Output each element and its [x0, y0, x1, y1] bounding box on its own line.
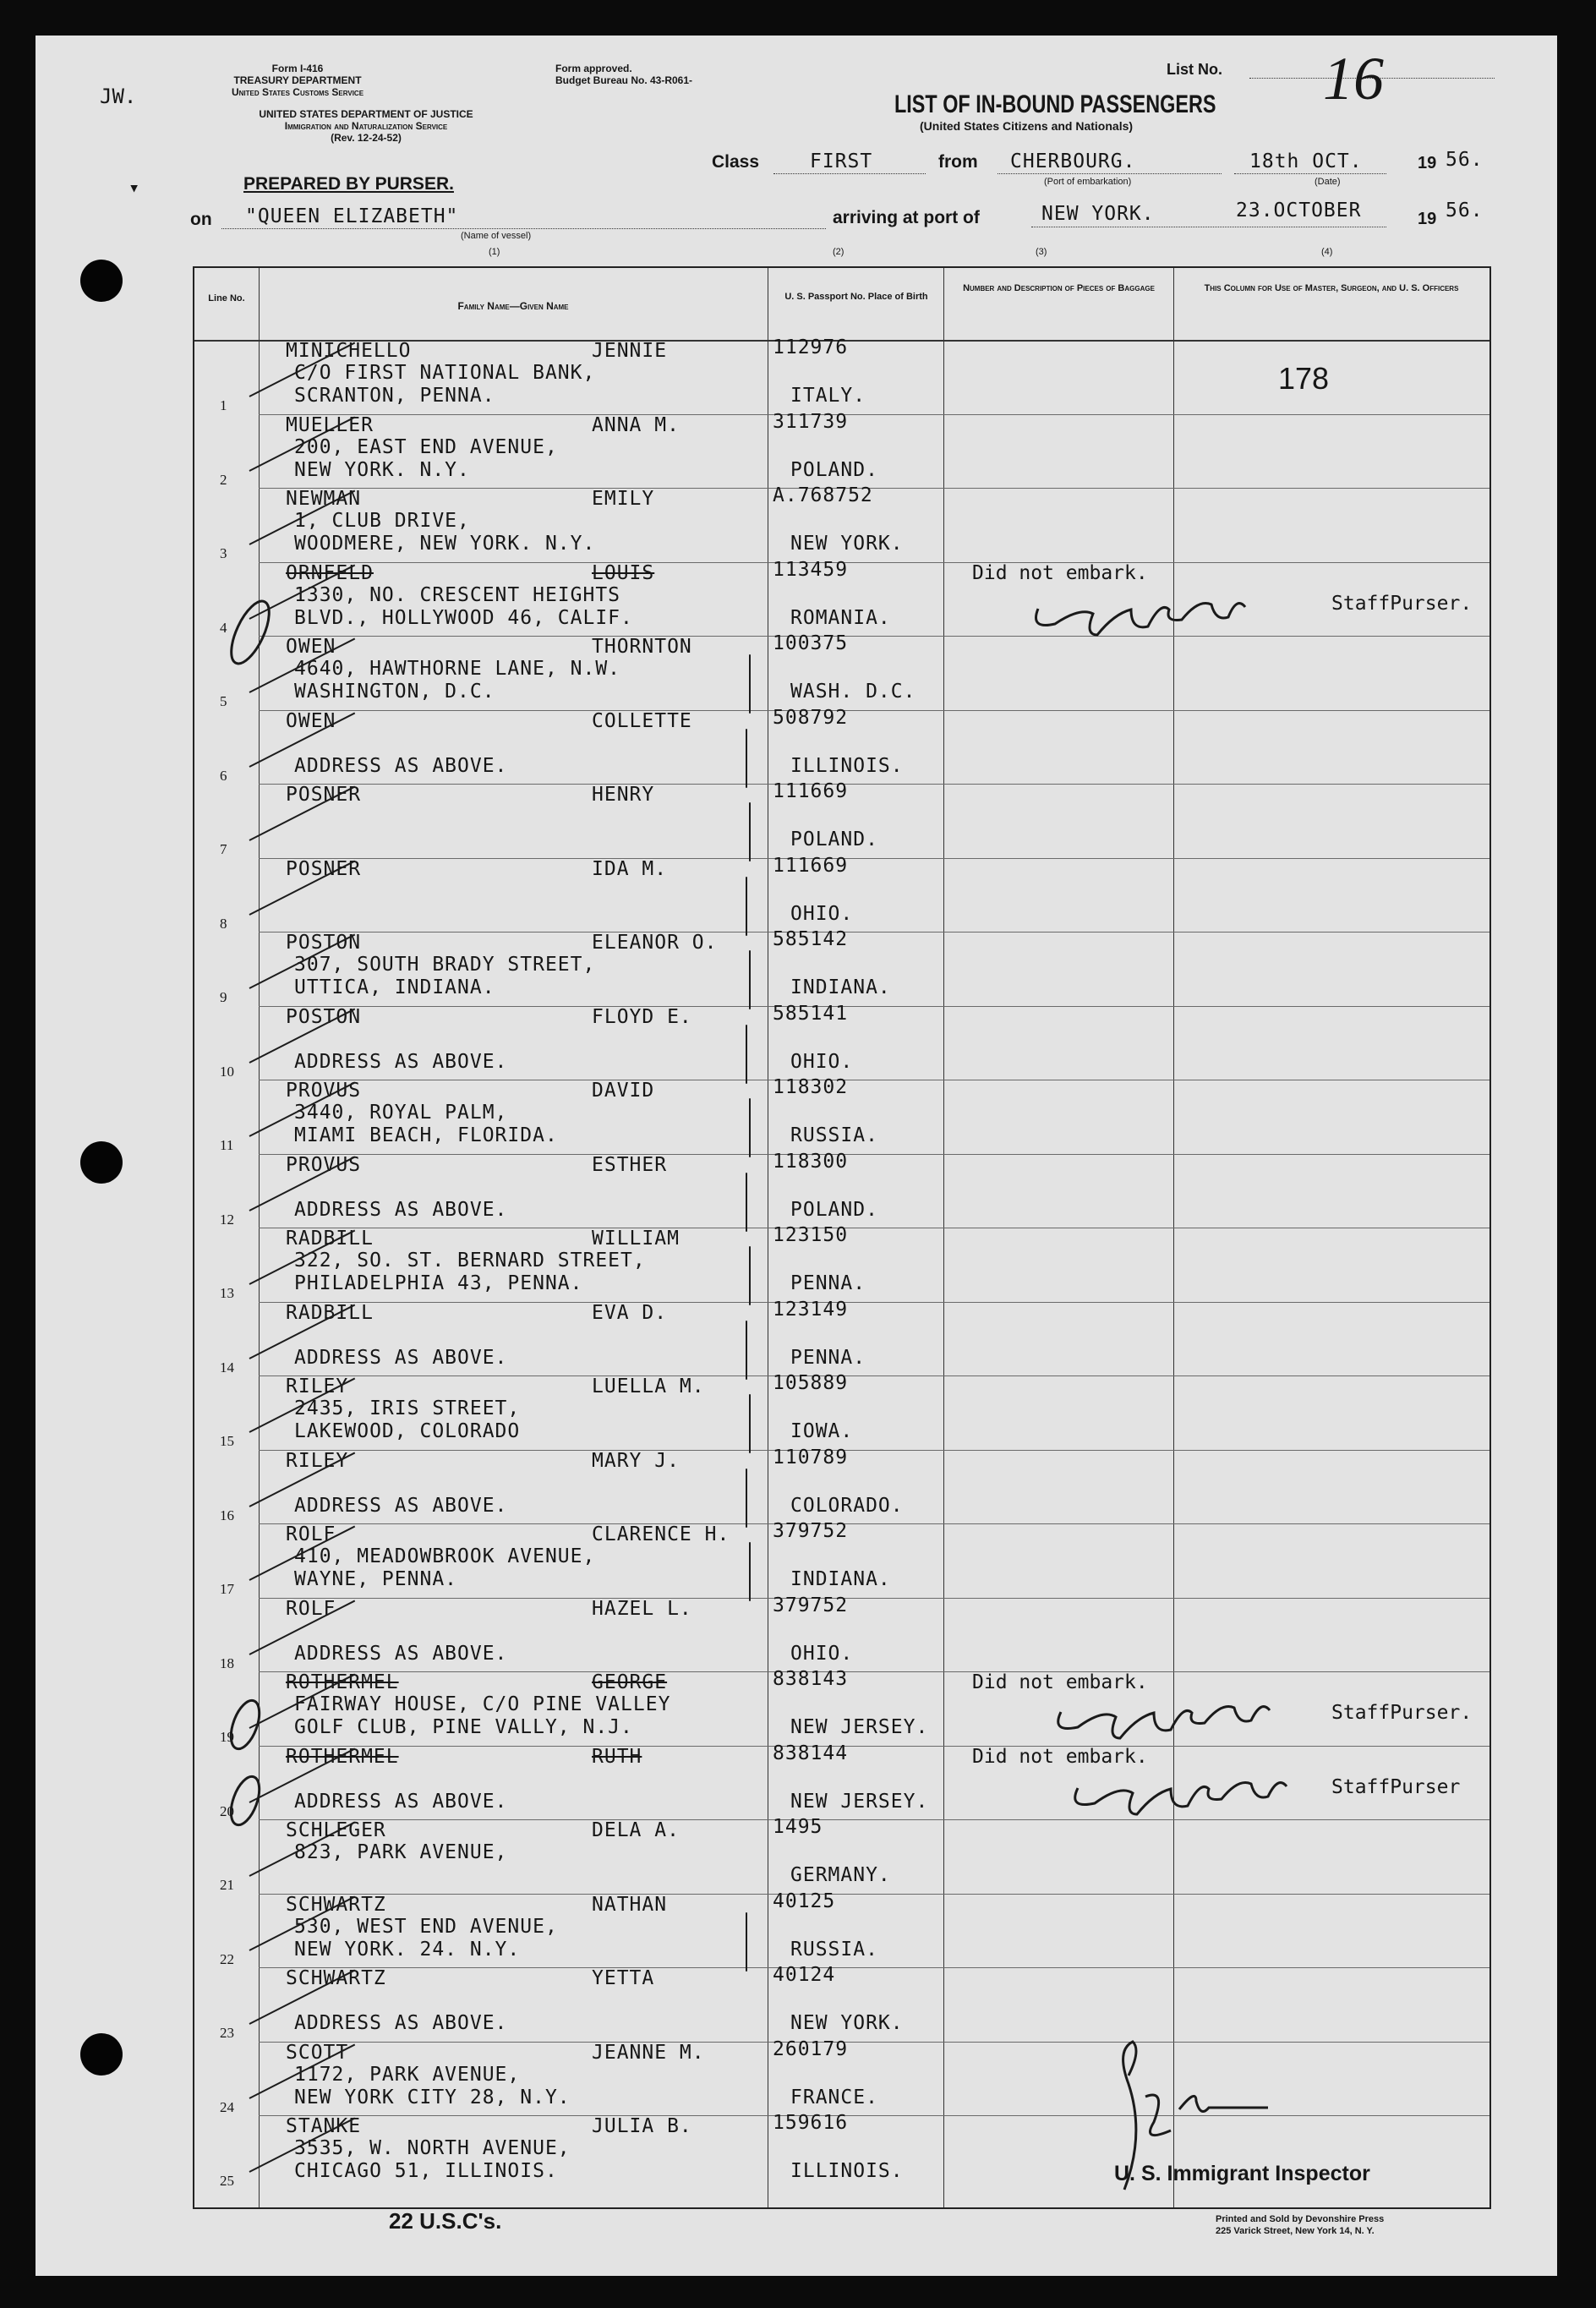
passport-number: 159616: [773, 2112, 849, 2134]
family-name: POSNER: [286, 784, 362, 806]
place-of-birth: FRANCE.: [790, 2086, 878, 2108]
family-name: RILEY: [286, 1449, 349, 1472]
address-line-1: 3440, ROYAL PALM,: [294, 1102, 508, 1124]
family-name: MINICHELLO: [286, 340, 412, 362]
address-line-2: NEW YORK. 24. N.Y.: [294, 1938, 521, 1961]
address-line-2: ADDRESS AS ABOVE.: [294, 1642, 508, 1665]
family-name: ORNFELD: [286, 561, 374, 584]
address-line-1: 200, EAST END AVENUE,: [294, 435, 558, 458]
given-name: YETTA: [592, 1967, 655, 1989]
place-of-birth: OHIO.: [790, 902, 854, 925]
customs-label: United States Customs Service: [231, 86, 364, 98]
address-line-1: FAIRWAY HOUSE, C/O PINE VALLEY: [294, 1693, 671, 1715]
inspector-label: U. S. Immigrant Inspector: [1114, 2162, 1370, 2185]
check-mark: ▾: [128, 178, 140, 199]
passport-number: 1495: [773, 1816, 823, 1838]
address-line-2: UTTICA, INDIANA.: [294, 976, 495, 998]
given-name: LUELLA M.: [592, 1376, 705, 1397]
place-of-birth: OHIO.: [790, 1050, 854, 1073]
family-name: RADBILL: [286, 1301, 374, 1324]
family-name: SCHWARTZ: [286, 1893, 386, 1916]
passport-number: 112976: [773, 336, 849, 358]
given-name: HENRY: [592, 784, 655, 806]
form-approved: Form approved.: [555, 63, 632, 74]
family-name: POSNER: [286, 857, 362, 880]
passport-number: 40125: [773, 1890, 836, 1912]
line-number: 24: [220, 2098, 234, 2115]
passport-number: 123149: [773, 1298, 849, 1321]
column-number-4: (4): [1321, 247, 1333, 257]
col-header-name: Family Name—Given Name: [457, 300, 569, 312]
passport-number: 40124: [773, 1964, 836, 1986]
address-line-1: 2435, IRIS STREET,: [294, 1397, 521, 1419]
family-name: POSTON: [286, 932, 362, 954]
class-value: FIRST: [810, 150, 873, 172]
family-name: NEWMAN: [286, 488, 362, 510]
passport-number: 111669: [773, 854, 849, 877]
ins-label: Immigration and Naturalization Service: [284, 120, 448, 132]
place-of-birth: POLAND.: [790, 1198, 878, 1221]
place-of-birth: GERMANY.: [790, 1864, 891, 1886]
prepared-by: PREPARED BY PURSER.: [243, 174, 454, 194]
given-name: IDA M.: [592, 857, 668, 880]
address-line-1: 3535, W. NORTH AVENUE,: [294, 2137, 571, 2159]
family-name: STANKE: [286, 2115, 362, 2137]
given-name: ANNA M.: [592, 413, 680, 436]
departure-year: 56.: [1446, 149, 1484, 171]
family-name: MUELLER: [286, 413, 374, 436]
arrival-date: 23.OCTOBER: [1236, 200, 1362, 222]
list-no-label: List No.: [1167, 61, 1222, 78]
passport-number: 118300: [773, 1150, 849, 1173]
address-line-1: 530, WEST END AVENUE,: [294, 1915, 558, 1938]
line-number: 11: [220, 1137, 234, 1153]
revision-label: (Rev. 12-24-52): [331, 132, 402, 144]
margin-mark: JW.: [100, 85, 137, 108]
line-number: 25: [220, 2173, 234, 2189]
line-number: 17: [220, 1581, 234, 1597]
col-header-officers: This Column for Use of Master, Surgeon, and U. S. Officers: [1204, 283, 1459, 293]
address-line-2: LAKEWOOD, COLORADO: [294, 1420, 521, 1442]
address-line-2: GOLF CLUB, PINE VALLY, N.J.: [294, 1716, 633, 1738]
document-title: LIST OF IN-BOUND PASSENGERS: [894, 90, 1216, 118]
passport-number: 508792: [773, 706, 849, 729]
family-name: RADBILL: [286, 1228, 374, 1250]
passport-number: 838144: [773, 1742, 849, 1764]
line-number: 9: [220, 989, 227, 1005]
list-number: 16: [1323, 45, 1384, 112]
address-line-1: C/O FIRST NATIONAL BANK,: [294, 362, 596, 384]
inspector-signature: [1123, 2042, 1268, 2190]
purser-signature: [1075, 1782, 1287, 1814]
place-of-birth: NEW JERSEY.: [790, 1716, 929, 1738]
line-number: 14: [220, 1359, 234, 1376]
arrival-year: 56.: [1446, 200, 1484, 222]
passport-number: 110789: [773, 1446, 849, 1468]
justice-label: UNITED STATES DEPARTMENT OF JUSTICE: [259, 108, 473, 120]
place-of-birth: WASH. D.C.: [790, 681, 916, 703]
line-number: 20: [220, 1802, 234, 1819]
place-of-birth: INDIANA.: [790, 1568, 891, 1590]
vessel-caption: (Name of vessel): [461, 231, 532, 241]
treasury-label: TREASURY DEPARTMENT: [233, 74, 362, 86]
given-name: FLOYD E.: [592, 1005, 692, 1028]
class-label: Class: [712, 152, 760, 172]
family-name: OWEN: [286, 636, 336, 658]
circle-mark: [226, 1773, 265, 1829]
given-name: LOUIS: [592, 561, 655, 584]
arrival-year-prefix: 19: [1418, 210, 1437, 228]
family-name: ROTHERMEL: [286, 1671, 399, 1693]
address-line-2: MIAMI BEACH, FLORIDA.: [294, 1124, 558, 1146]
address-line-2: WOODMERE, NEW YORK. N.Y.: [294, 533, 596, 555]
purser-signature: [1058, 1706, 1270, 1738]
line-number: 22: [220, 1950, 234, 1967]
baggage-note: Did not embark.: [972, 1745, 1148, 1768]
family-name: OWEN: [286, 709, 336, 732]
on-label: on: [190, 210, 212, 229]
circle-mark: [224, 596, 277, 669]
arriving-label: arriving at port of: [833, 208, 980, 227]
given-name: WILLIAM: [592, 1228, 680, 1250]
form-number: Form I-416: [271, 63, 324, 74]
place-of-birth: ILLINOIS.: [790, 754, 904, 777]
us-citizens-count: 22 U.S.C's.: [389, 2208, 502, 2234]
address-line-2: ADDRESS AS ABOVE.: [294, 1050, 508, 1073]
passport-number: 838143: [773, 1668, 849, 1690]
family-name: PROVUS: [286, 1080, 362, 1102]
place-of-birth: PENNA.: [790, 1346, 866, 1369]
column-number-3: (3): [1036, 247, 1047, 257]
line-number: 19: [220, 1729, 234, 1745]
staff-purser-note: StaffPurser.: [1331, 1702, 1473, 1724]
line-number: 18: [220, 1654, 234, 1671]
line-number: 1: [220, 397, 227, 413]
printer-imprint: [1216, 2213, 1384, 2237]
year-prefix: 19: [1418, 154, 1437, 172]
passport-number: A.768752: [773, 484, 873, 506]
given-name: EMILY: [592, 488, 655, 510]
given-name: COLLETTE: [592, 709, 692, 732]
address-line-1: 823, PARK AVENUE,: [294, 1841, 508, 1863]
given-name: ESTHER: [592, 1153, 668, 1176]
passport-number: 379752: [773, 1520, 849, 1542]
given-name: MARY J.: [592, 1449, 680, 1472]
date-caption: (Date): [1315, 177, 1341, 187]
given-name: NATHAN: [592, 1893, 668, 1916]
line-number: 6: [220, 767, 227, 784]
col-header-line-no: Line No.: [208, 293, 245, 304]
given-name: RUTH: [592, 1745, 642, 1768]
place-of-birth: IOWA.: [790, 1420, 854, 1442]
family-name: PROVUS: [286, 1153, 362, 1176]
address-line-1: 1330, NO. CRESCENT HEIGHTS: [294, 583, 621, 606]
passport-number: 311739: [773, 410, 849, 433]
place-of-birth: NEW YORK.: [790, 533, 904, 555]
family-name: ROLF: [286, 1597, 336, 1620]
line-number: 5: [220, 693, 227, 709]
given-name: HAZEL L.: [592, 1597, 692, 1620]
line-number: 7: [220, 841, 227, 857]
passport-number: 260179: [773, 2037, 849, 2060]
address-line-2: ADDRESS AS ABOVE.: [294, 1198, 508, 1221]
budget-bureau: Budget Bureau No. 43-R061-: [555, 74, 693, 86]
place-of-birth: PENNA.: [790, 1272, 866, 1294]
address-line-2: NEW YORK. N.Y.: [294, 458, 470, 481]
address-line-2: SCRANTON, PENNA.: [294, 385, 495, 407]
passport-number: 118302: [773, 1076, 849, 1098]
family-name: SCHLEGER: [286, 1819, 386, 1841]
given-name: JEANNE M.: [592, 2041, 705, 2064]
family-name: POSTON: [286, 1005, 362, 1028]
embarkation-port: CHERBOURG.: [1010, 150, 1136, 172]
place-of-birth: ILLINOIS.: [790, 2160, 904, 2182]
address-line-1: 307, SOUTH BRADY STREET,: [294, 954, 596, 976]
family-name: ROLF: [286, 1523, 336, 1545]
given-name: THORNTON: [592, 636, 692, 658]
passport-number: 585142: [773, 928, 849, 950]
embarkation-caption: (Port of embarkation): [1044, 177, 1132, 187]
address-line-2: WASHINGTON, D.C.: [294, 681, 495, 703]
staff-purser-note: StaffPurser: [1331, 1775, 1461, 1798]
address-line-2: PHILADELPHIA 43, PENNA.: [294, 1272, 583, 1294]
address-line-2: NEW YORK CITY 28, N.Y.: [294, 2086, 571, 2108]
place-of-birth: POLAND.: [790, 458, 878, 481]
family-name: SCHWARTZ: [286, 1967, 386, 1989]
line-number: 15: [220, 1433, 234, 1449]
staff-purser-note: StaffPurser.: [1331, 592, 1473, 615]
circle-mark: [226, 1697, 265, 1753]
vessel-name: "QUEEN ELIZABETH": [245, 205, 459, 227]
address-line-1: 410, MEADOWBROOK AVENUE,: [294, 1545, 596, 1567]
place-of-birth: COLORADO.: [790, 1494, 904, 1517]
line-number: 16: [220, 1507, 234, 1523]
place-of-birth: ITALY.: [790, 385, 866, 407]
passport-number: 111669: [773, 780, 849, 802]
line-number: 12: [220, 1211, 234, 1228]
address-line-2: BLVD., HOLLYWOOD 46, CALIF.: [294, 606, 633, 629]
place-of-birth: ROMANIA.: [790, 606, 891, 629]
family-name: ROTHERMEL: [286, 1745, 399, 1768]
address-line-1: 322, SO. ST. BERNARD STREET,: [294, 1250, 646, 1272]
place-of-birth: RUSSIA.: [790, 1124, 878, 1146]
baggage-note: Did not embark.: [972, 1671, 1148, 1693]
place-of-birth: NEW JERSEY.: [790, 1790, 929, 1813]
place-of-birth: POLAND.: [790, 829, 878, 850]
given-name: DELA A.: [592, 1819, 680, 1841]
line-number: 3: [220, 545, 227, 561]
passport-number: 379752: [773, 1594, 849, 1616]
given-name: GEORGE: [592, 1671, 668, 1693]
line-number: 2: [220, 471, 227, 488]
passport-number: 123150: [773, 1224, 849, 1246]
line-number: 10: [220, 1063, 234, 1080]
departure-date: 18th OCT.: [1249, 150, 1363, 172]
printer-line-1: Printed and Sold by Devonshire Press: [1216, 2214, 1385, 2224]
address-line-2: ADDRESS AS ABOVE.: [294, 1346, 508, 1369]
purser-signature: [1036, 603, 1246, 635]
passport-number: 113459: [773, 558, 849, 581]
family-name: RILEY: [286, 1376, 349, 1397]
address-line-2: ADDRESS AS ABOVE.: [294, 2012, 508, 2034]
from-label: from: [938, 152, 978, 172]
printer-line-2: 225 Varick Street, New York 14, N. Y.: [1216, 2226, 1375, 2236]
address-line-1: 1172, PARK AVENUE,: [294, 2063, 521, 2086]
col-header-baggage: Number and Description of Pieces of Baggage: [963, 283, 1155, 293]
line-number: 4: [220, 619, 227, 636]
column-number-1: (1): [489, 247, 500, 257]
line-number: 8: [220, 915, 227, 932]
place-of-birth: INDIANA.: [790, 976, 891, 998]
given-name: EVA D.: [592, 1301, 668, 1324]
col-header-passport: U. S. Passport No. Place of Birth: [784, 292, 928, 302]
place-of-birth: OHIO.: [790, 1642, 854, 1665]
given-name: DAVID: [592, 1080, 655, 1102]
address-line-2: CHICAGO 51, ILLINOIS.: [294, 2160, 558, 2182]
given-name: CLARENCE H.: [592, 1523, 730, 1545]
arrival-port: NEW YORK.: [1041, 203, 1155, 225]
officer-note: 178: [1278, 361, 1330, 396]
address-line-2: ADDRESS AS ABOVE.: [294, 1790, 508, 1813]
line-number: 13: [220, 1285, 234, 1301]
address-line-1: 4640, HAWTHORNE LANE, N.W.: [294, 658, 621, 680]
place-of-birth: RUSSIA.: [790, 1938, 878, 1961]
line-number: 21: [220, 1877, 234, 1893]
line-number: 23: [220, 2025, 234, 2041]
given-name: JENNIE: [592, 340, 668, 362]
passport-number: 585141: [773, 1002, 849, 1025]
place-of-birth: NEW YORK.: [790, 2012, 904, 2034]
family-name: SCOTT: [286, 2041, 349, 2064]
passport-number: 100375: [773, 632, 849, 654]
given-name: ELEANOR O.: [592, 932, 718, 954]
baggage-note: Did not embark.: [972, 561, 1148, 584]
address-line-2: WAYNE, PENNA.: [294, 1568, 458, 1590]
given-name: JULIA B.: [592, 2115, 692, 2137]
address-line-2: ADDRESS AS ABOVE.: [294, 754, 508, 777]
document-subtitle: (United States Citizens and Nationals): [920, 119, 1134, 133]
column-number-2: (2): [833, 247, 844, 257]
address-line-2: ADDRESS AS ABOVE.: [294, 1494, 508, 1517]
passport-number: 105889: [773, 1372, 849, 1394]
address-line-1: 1, CLUB DRIVE,: [294, 510, 470, 532]
